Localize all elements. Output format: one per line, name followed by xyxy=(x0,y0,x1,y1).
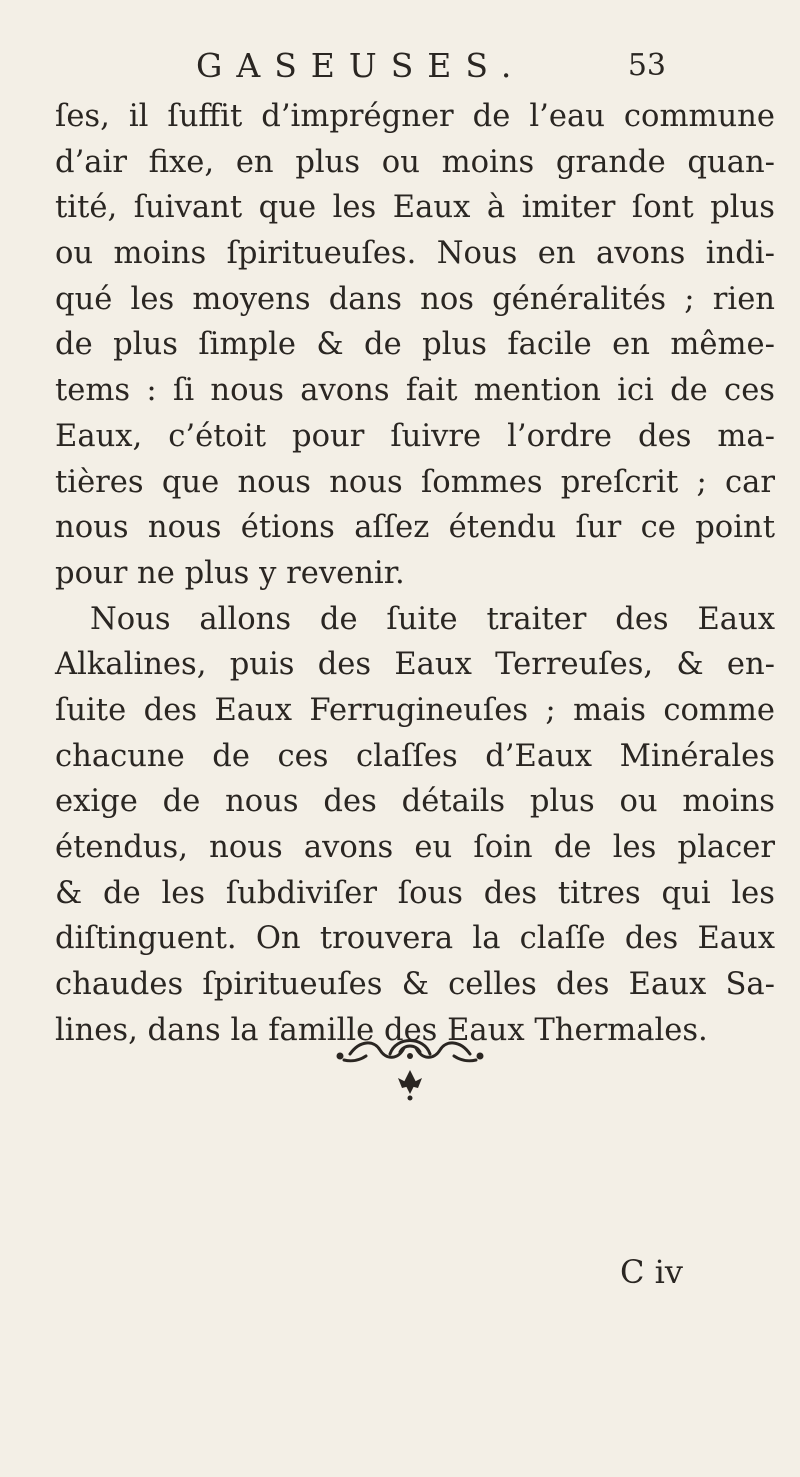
page-number: 53 xyxy=(627,48,666,83)
text-line: ſes, il ſuffit d’imprégner de l’eau commune xyxy=(55,99,775,134)
paragraph-end-line: pour ne plus y revenir. xyxy=(55,555,405,591)
text-line: d’air fixe, en plus ou moins grande quan- xyxy=(55,144,775,180)
text-line: ou moins ſpiritueuſes. Nous en avons indi- xyxy=(55,236,775,272)
text-line: chacune de ces claſſes d’Eaux Minérales xyxy=(55,738,775,774)
text-line: diſtinguent. On trouvera la claſſe des Eaux xyxy=(55,921,775,957)
paragraph-start-line: Nous allons de ſuite traiter des Eaux xyxy=(90,601,775,637)
text-line: chaudes ſpiritueuſes & celles des Eaux Sa- xyxy=(55,967,775,1003)
signature-mark: C iv xyxy=(620,1253,683,1291)
text-line: & de les ſubdiviſer ſous des titres qui les xyxy=(55,875,775,911)
text-line: Alkalines, puis des Eaux Terreuſes, & en- xyxy=(55,647,775,683)
text-line: de plus ſimple & de plus facile en même- xyxy=(55,327,775,363)
text-line: étendus, nous avons eu ſoin de les placer xyxy=(55,830,775,865)
printers-fleuron-icon xyxy=(330,1030,490,1110)
body-text xyxy=(55,94,775,1053)
running-head xyxy=(196,42,666,90)
paragraph-end-line: lines, dans la famille des Eaux Thermales. xyxy=(55,1012,708,1048)
text-line: tité, ſuivant que les Eaux à imiter ſont plus xyxy=(55,190,775,226)
text-line: tières que nous nous ſommes preſcrit ; car xyxy=(55,464,775,500)
text-line: ſuite des Eaux Ferrugineuſes ; mais comme xyxy=(55,692,775,728)
text-line: exige de nous des détails plus ou moins xyxy=(55,784,775,820)
text-line: qué les moyens dans nos généralités ; rien xyxy=(55,281,775,317)
text-line: tems : ſi nous avons fait mention ici de ces xyxy=(55,373,775,409)
running-title: GASEUSES. xyxy=(196,46,526,85)
text-line: Eaux, c’étoit pour ſuivre l’ordre des ma- xyxy=(55,418,775,454)
text-line: nous nous étions aſſez étendu ſur ce point xyxy=(55,510,775,546)
